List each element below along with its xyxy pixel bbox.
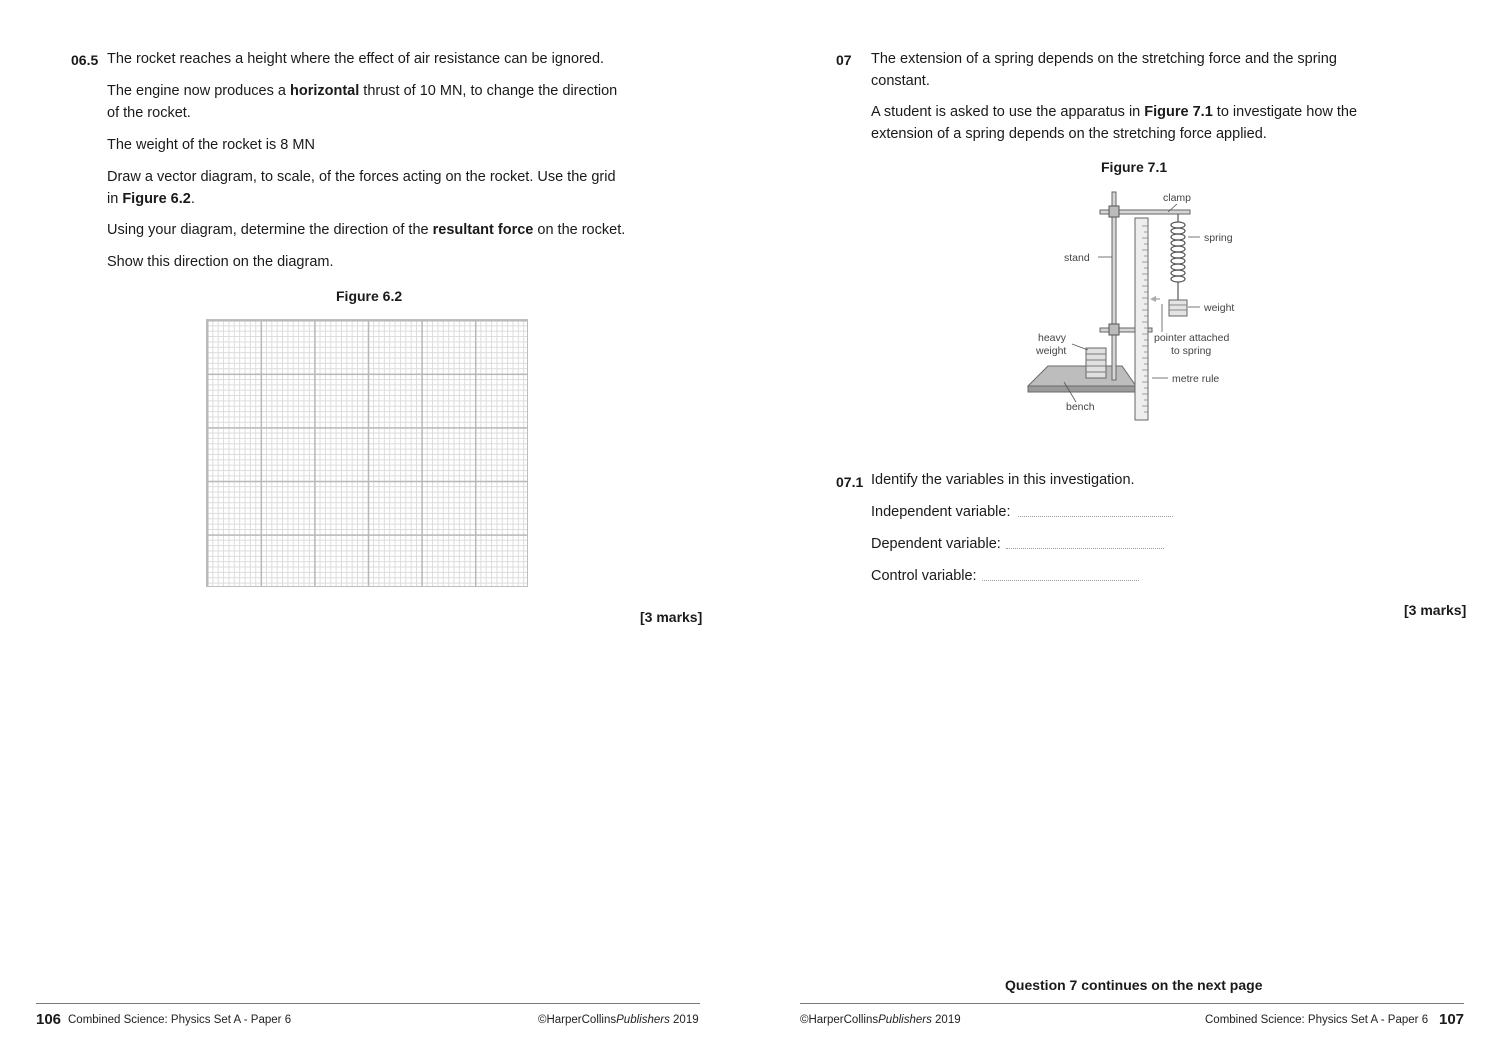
text-run: thrust of 10 MN, to change the direction [359, 83, 618, 99]
figure-caption: Figure 6.2 [336, 288, 403, 304]
metre-rule [1135, 218, 1148, 420]
thrust-paragraph [107, 81, 617, 124]
vector-drawing-grid[interactable] [206, 319, 528, 587]
figure-reference: Figure 7.1 [1144, 104, 1213, 120]
label-clamp: clamp [1163, 192, 1192, 204]
sub-question-number: 07.1 [836, 474, 864, 490]
label-heavy: heavy [1038, 332, 1067, 344]
text-run: extension of a spring depends on the stretching force applied. [871, 125, 1267, 142]
weight-paragraph: The weight of the rocket is 8 MN [107, 137, 315, 153]
text-run: in [107, 190, 123, 207]
question-text [871, 49, 1337, 92]
apparatus-paragraph [871, 102, 1357, 145]
label-weight: weight [1204, 302, 1235, 314]
copyright-text: ©HarperCollins [538, 1014, 617, 1026]
text-run: to investigate how the [1212, 104, 1358, 120]
text-run: . [190, 190, 195, 207]
figure-reference: Figure 6.2 [122, 190, 191, 207]
sub-question-text: Identify the variables in this investigation. [871, 472, 1135, 488]
label-heavy-weight: weight [1036, 345, 1067, 357]
heavy-weight [1086, 348, 1106, 378]
dependent-variable-label: Dependent variable: [871, 536, 1001, 552]
text-run: Draw a vector diagram, to scale, of the forces acting on the rocket. Use the grid [107, 169, 616, 185]
resultant-paragraph [107, 220, 625, 242]
footer-copyright [538, 1014, 699, 1026]
control-variable-label: Control variable: [871, 568, 977, 584]
copyright-year: 2019 [669, 1014, 699, 1026]
label-pointer-line2: to spring [1171, 345, 1212, 357]
right-page [750, 0, 1500, 1061]
text-run: constant. [871, 72, 930, 89]
question-number: 07 [836, 52, 852, 68]
page-number: 106 [36, 1011, 62, 1028]
copyright-italic: Publishers [616, 1014, 670, 1026]
bold-term: resultant force [432, 222, 534, 238]
footer-divider [800, 1003, 1464, 1004]
footer-divider [36, 1003, 700, 1004]
pointer [1150, 296, 1160, 302]
bench [1028, 366, 1136, 392]
text-run: A student is asked to use the apparatus in [871, 104, 1145, 120]
label-spring: spring [1204, 232, 1233, 244]
spring-apparatus-figure [1020, 186, 1260, 426]
spring [1171, 214, 1185, 300]
instruction-paragraph [107, 167, 616, 210]
show-direction-paragraph: Show this direction on the diagram. [107, 254, 334, 270]
copyright-italic: Publishers [878, 1014, 932, 1026]
footer-title: Combined Science: Physics Set A - Paper 6 [1205, 1014, 1429, 1026]
text-run: on the rocket. [533, 222, 626, 238]
continues-note: Question 7 continues on the next page [1005, 977, 1263, 993]
text-run: The extension of a spring depends on the stretching force and the spring [871, 51, 1337, 67]
dependent-variable-answer-line[interactable] [1006, 548, 1164, 549]
control-variable-answer-line[interactable] [982, 580, 1139, 581]
label-bench: bench [1066, 401, 1095, 413]
question-number: 06.5 [71, 52, 99, 68]
hanging-weight [1169, 300, 1187, 316]
copyright-text: ©HarperCollins [800, 1014, 879, 1026]
independent-variable-label: Independent variable: [871, 504, 1011, 520]
text-run: of the rocket. [107, 104, 191, 121]
label-metre-rule: metre rule [1172, 373, 1220, 385]
text-run: The engine now produces a [107, 83, 290, 99]
marks-label: [3 marks] [640, 609, 703, 625]
marks-label: [3 marks] [1404, 602, 1467, 618]
footer-copyright [800, 1014, 961, 1026]
label-pointer-line1: pointer attached [1154, 332, 1230, 344]
figure-caption: Figure 7.1 [1101, 159, 1168, 175]
bold-term: horizontal [290, 83, 360, 99]
independent-variable-answer-line[interactable] [1018, 516, 1173, 517]
question-text: The rocket reaches a height where the effect of air resistance can be ignored. [107, 51, 605, 67]
page-number: 107 [1439, 1011, 1465, 1028]
text-run: Using your diagram, determine the direction of the [107, 222, 433, 238]
copyright-year: 2019 [931, 1014, 961, 1026]
footer-title: Combined Science: Physics Set A - Paper 6 [68, 1014, 292, 1026]
label-stand: stand [1064, 252, 1090, 264]
